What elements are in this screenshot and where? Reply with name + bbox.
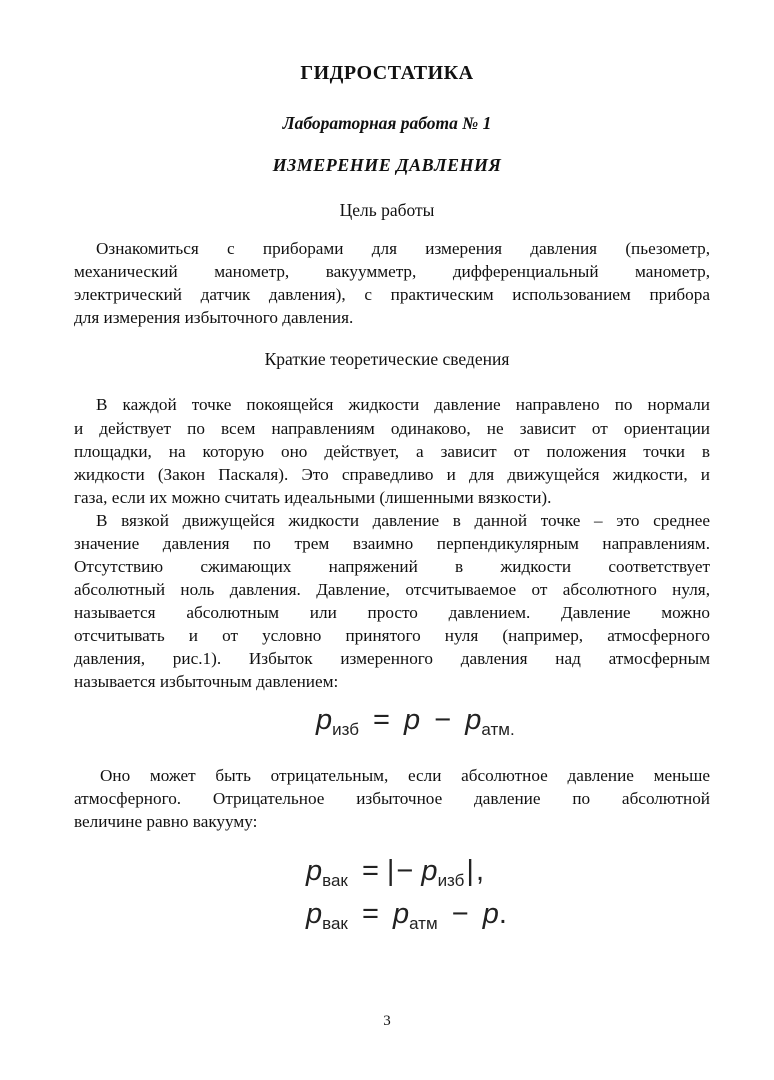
period: . xyxy=(498,898,507,930)
equals-sign: = xyxy=(361,898,379,930)
subscript-atm: атм xyxy=(409,914,438,933)
lab-topic: ИЗМЕРЕНИЕ ДАВЛЕНИЯ xyxy=(272,155,502,175)
symbol-p: p xyxy=(306,855,323,887)
text-line: механический манометр, вакуумметр, дифференциальный манометр, xyxy=(74,262,710,281)
minus-sign: − xyxy=(396,855,414,887)
formula-gauge-pressure xyxy=(316,704,515,737)
text-line: абсолютный ноль давления. Давление, отсчитываемое от абсолютного нуля, xyxy=(74,580,710,599)
symbol-p: p xyxy=(482,898,499,930)
text-line: В каждой точке покоящейся жидкости давление направлено по нормали xyxy=(96,395,710,414)
symbol-p: p xyxy=(465,704,482,736)
text-line: называется избыточным давлением: xyxy=(74,672,339,691)
text-line: жидкости (Закон Паскаля). Это справедливо и для движущейся жидкости, и xyxy=(74,465,710,484)
symbol-p: p xyxy=(392,898,410,930)
text-line: газа, если их можно считать идеальными (лишенными вязкости). xyxy=(74,488,552,507)
text-line: давления, рис.1). Избыток измеренного давления над атмосферным xyxy=(74,649,710,668)
subscript-atm: атм. xyxy=(481,720,515,739)
equals-sign: = xyxy=(361,855,379,887)
symbol-p: p xyxy=(404,704,421,736)
text-line: площадки, на которую оно действует, а зависит от положения точки в xyxy=(74,442,710,461)
symbol-p: p xyxy=(306,898,323,930)
minus-sign: − xyxy=(434,704,452,736)
formula-vacuum-diff xyxy=(306,898,507,931)
text-line: и действует по всем направлениям одинаково, не зависит от ориентации xyxy=(74,419,710,438)
section-title: ГИДРОСТАТИКА xyxy=(300,62,474,84)
text-line: величине равно вакууму: xyxy=(74,812,258,831)
comma: , xyxy=(475,855,485,887)
text-line: Ознакомиться с приборами для измерения давления (пьезометр, xyxy=(96,239,710,258)
text-line: Отсутствию сжимающих напряжений в жидкости соответствует xyxy=(74,557,710,576)
theory-heading: Краткие теоретические сведения xyxy=(264,349,510,369)
abs-bar-open: | xyxy=(386,855,395,887)
text-line: Оно может быть отрицательным, если абсолютное давление меньше xyxy=(100,766,710,785)
symbol-p: p xyxy=(421,855,438,887)
text-line: электрический датчик давления), с практическим использованием прибора xyxy=(74,285,710,304)
text-line: называется абсолютным или просто давлением. Давление можно xyxy=(74,603,710,622)
symbol-p: p xyxy=(316,704,333,736)
page-number: 3 xyxy=(383,1013,391,1029)
equals-sign: = xyxy=(373,704,390,736)
subscript-vak: вак xyxy=(322,871,348,890)
text-line: для измерения избыточного давления. xyxy=(74,308,354,327)
text-line: значение давления по трем взаимно перпендикулярным направлениям. xyxy=(74,534,710,553)
goal-heading: Цель работы xyxy=(339,200,435,220)
subscript-vak: вак xyxy=(322,914,348,933)
formula-vacuum-abs xyxy=(306,855,484,888)
text-line: отсчитывать и от условно принятого нуля (например, атмосферного xyxy=(74,626,710,645)
text-line: атмосферного. Отрицательное избыточное давление по абсолютной xyxy=(74,789,710,808)
text-line: В вязкой движущейся жидкости давление в данной точке – это среднее xyxy=(96,511,710,530)
abs-bar-close: | xyxy=(466,855,474,887)
lab-title: Лабораторная работа № 1 xyxy=(282,113,492,133)
subscript-izb: изб xyxy=(437,871,465,890)
subscript-izb: изб xyxy=(332,720,359,739)
minus-sign: − xyxy=(451,898,469,930)
